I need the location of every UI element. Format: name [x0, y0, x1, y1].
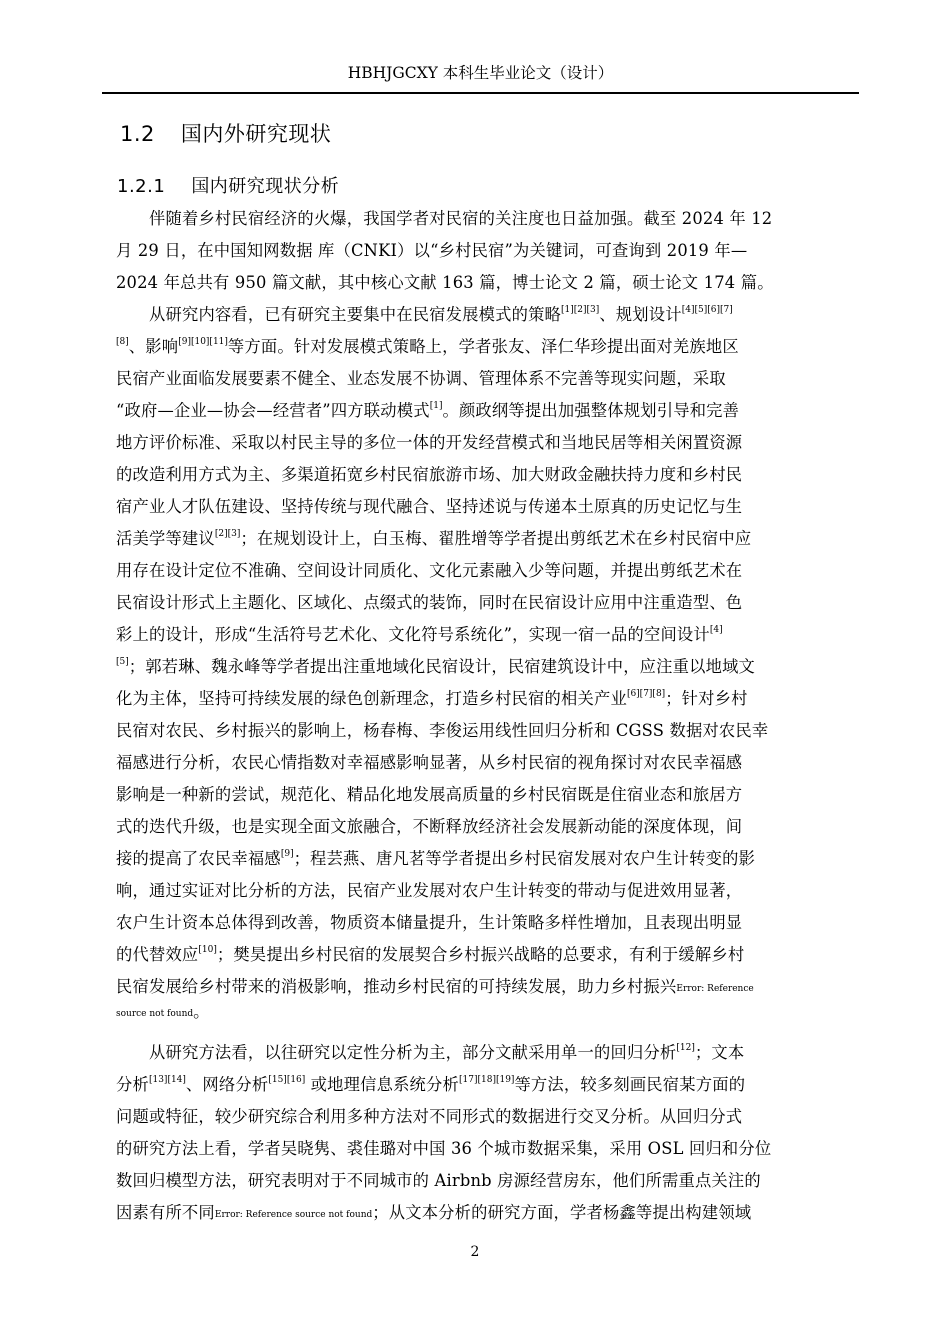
page-number: 2 [470, 1244, 480, 1260]
text-segment: “政府—企业—协会—经营者”四方联动模式 [116, 401, 430, 420]
citation-reference: [12] [676, 1043, 695, 1053]
text-line [116, 1197, 856, 1229]
text-segment: 活美学等建议 [116, 529, 215, 548]
body-text [116, 203, 856, 1229]
section-heading [120, 118, 331, 148]
text-segment: 数回归模型方法，研究表明对于不同城市的 Airbnb 房源经营房东，他们所需重点关注的 [116, 1171, 761, 1190]
reference-error-text: Error: Reference source not found [214, 1210, 373, 1220]
citation-reference: [15][16] [268, 1075, 306, 1085]
reference-error-text: source not found [116, 1009, 194, 1019]
text-segment: 伴随着乡村民宿经济的火爆，我国学者对民宿的关注度也日益加强。截至 2024 年 12 [149, 209, 773, 228]
citation-reference: [1][2][3] [561, 305, 600, 315]
text-segment: 彩上的设计，形成“生活符号艺术化、文化符号系统化”，实现一宿一品的空间设计 [116, 625, 710, 644]
text-segment: ；郭若琳、魏永峰等学者提出注重地域化民宿设计，民宿建筑设计中，应注重以地域文 [128, 657, 756, 676]
text-segment: 民宿对农民、乡村振兴的影响上，杨春梅、李俊运用线性回归分析和 CGSS 数据对农民幸 [116, 721, 769, 740]
text-segment: 民宿发展给乡村带来的消极影响，推动乡村民宿的可持续发展，助力乡村振兴 [116, 977, 677, 996]
citation-reference: [4] [709, 625, 723, 635]
text-segment: 问题或特征，较少研究综合利用多种方法对不同形式的数据进行交叉分析。从回归分式 [116, 1107, 743, 1126]
text-line [116, 875, 856, 907]
text-line [116, 1133, 856, 1165]
citation-reference: [2][3] [214, 529, 241, 539]
text-segment: 的代替效应 [116, 945, 199, 964]
text-segment: 影响是一种新的尝试，规范化、精品化地发展高质量的乡村民宿既是住宿业态和旅居方 [116, 785, 743, 804]
text-line [116, 683, 856, 715]
text-segment: 民宿产业面临发展要素不健全、业态发展不协调、管理体系不完善等现实问题，采取 [116, 369, 726, 388]
text-segment: 分析 [116, 1075, 149, 1094]
text-line [116, 459, 856, 491]
text-segment: 地方评价标准、采取以村民主导的多位一体的开发经营模式和当地民居等相关闲置资源 [116, 433, 743, 452]
text-segment: 宿产业人才队伍建设、坚持传统与现代融合、坚持述说与传递本土原真的历史记忆与生 [116, 497, 743, 516]
text-segment: ；在规划设计上，白玉梅、翟胜增等学者提出剪纸艺术在乡村民宿中应 [240, 529, 752, 548]
text-segment: ；针对乡村 [665, 689, 748, 708]
section-title: 国内外研究现状 [180, 122, 332, 146]
text-segment: ；从文本分析的研究方面，学者杨鑫等提出构建领域 [372, 1203, 752, 1222]
paragraph-gap [116, 1025, 856, 1037]
citation-reference: [9] [280, 849, 294, 859]
citation-reference: [13][14] [148, 1075, 186, 1085]
page-header [102, 60, 859, 94]
text-segment: 月 29 日，在中国知网数据 库（CNKI）以“乡村民宿”为关键词，可查询到 2019 年— [116, 241, 748, 260]
text-line [116, 363, 856, 395]
reference-error-text: Error: Reference [676, 984, 754, 994]
citation-reference: [17][18][19] [459, 1075, 515, 1085]
text-segment: 福感进行分析，农民心情指数对幸福感影响显著，从乡村民宿的视角探讨对农民幸福感 [116, 753, 743, 772]
text-segment: 等方法，较多刻画民宿某方面的 [514, 1075, 746, 1094]
text-segment: 、规划设计 [599, 305, 682, 324]
text-segment: 接的提高了农民幸福感 [116, 849, 281, 868]
text-line [116, 203, 856, 235]
text-line [116, 523, 856, 555]
subsection-number: 1.2.1 [117, 176, 166, 197]
text-line [116, 1101, 856, 1133]
text-segment: 因素有所不同 [116, 1203, 215, 1222]
header-title: HBHJGCXY 本科生毕业论文（设计） [347, 64, 614, 82]
text-segment: 用存在设计定位不准确、空间设计同质化、文化元素融入少等问题，并提出剪纸艺术在 [116, 561, 743, 580]
text-segment: 等方面。针对发展模式策略上，学者张友、泽仁华珍提出面对羌族地区 [227, 337, 739, 356]
citation-reference: [1] [429, 401, 443, 411]
text-line [116, 619, 856, 651]
text-line [116, 427, 856, 459]
text-line [116, 1069, 856, 1101]
text-segment: ；樊昊提出乡村民宿的发展契合乡村振兴战略的总要求，有利于缓解乡村 [216, 945, 745, 964]
text-line [116, 1003, 856, 1025]
text-segment: 。颜政纲等提出加强整体规划引导和完善 [442, 401, 740, 420]
text-line [116, 715, 856, 747]
subsection-heading [117, 172, 339, 198]
citation-reference: [10] [198, 945, 217, 955]
text-line [116, 491, 856, 523]
subsection-title: 国内研究现状分析 [191, 176, 340, 197]
text-line [116, 555, 856, 587]
text-line [116, 299, 856, 331]
text-line [116, 1037, 856, 1069]
text-line [116, 587, 856, 619]
text-segment: 响，通过实证对比分析的方法，民宿产业发展对农户生计转变的带动与促进效用显著， [116, 881, 743, 900]
citation-reference: [5] [116, 657, 129, 667]
text-segment: 从研究方法看，以往研究以定性分析为主，部分文献采用单一的回归分析 [149, 1043, 677, 1062]
section-number: 1.2 [120, 122, 155, 146]
text-line [116, 1165, 856, 1197]
text-line [116, 747, 856, 779]
text-segment: ；程芸燕、唐凡茗等学者提出乡村民宿发展对农户生计转变的影 [293, 849, 756, 868]
text-segment: 民宿设计形式上主题化、区域化、点缀式的装饰，同时在民宿设计应用中注重造型、色 [116, 593, 743, 612]
citation-reference: [4][5][6][7] [681, 305, 733, 315]
text-segment: 2024 年总共有 950 篇文献，其中核心文献 163 篇，博士论文 2 篇，硕士论文 174 篇。 [116, 273, 774, 292]
text-segment: 或地理信息系统分析 [305, 1075, 460, 1094]
text-line [116, 395, 856, 427]
text-segment: 农户生计资本总体得到改善，物质资本储量提升，生计策略多样性增加，且表现出明显 [116, 913, 743, 932]
text-line [116, 331, 856, 363]
text-line [116, 651, 856, 683]
citation-reference: [9][10][11] [178, 337, 228, 347]
text-segment: 。 [193, 1003, 210, 1021]
text-segment: 、影响 [128, 337, 179, 356]
text-segment: 式的迭代升级，也是实现全面文旅融合，不断释放经济社会发展新动能的深度体现，间 [116, 817, 743, 836]
text-line [116, 907, 856, 939]
text-segment: 化为主体，坚持可持续发展的绿色创新理念，打造乡村民宿的相关产业 [116, 689, 627, 708]
citation-reference: [6][7][8] [626, 689, 666, 699]
text-line [116, 971, 856, 1003]
text-line [116, 939, 856, 971]
text-segment: 从研究内容看，已有研究主要集中在民宿发展模式的策略 [149, 305, 562, 324]
citation-reference: [8] [116, 337, 129, 347]
text-line [116, 267, 856, 299]
text-line [116, 843, 856, 875]
text-segment: 、网络分析 [185, 1075, 269, 1094]
text-line [116, 811, 856, 843]
text-segment: 的改造利用方式为主、多渠道拓宽乡村民宿旅游市场、加大财政金融扶持力度和乡村民 [116, 465, 743, 484]
text-segment: ；文本 [694, 1043, 745, 1062]
text-line [116, 779, 856, 811]
text-line [116, 235, 856, 267]
text-segment: 的研究方法上看，学者吴晓隽、裘佳璐对中国 36 个城市数据采集，采用 OSL 回归和分位 [116, 1139, 772, 1158]
